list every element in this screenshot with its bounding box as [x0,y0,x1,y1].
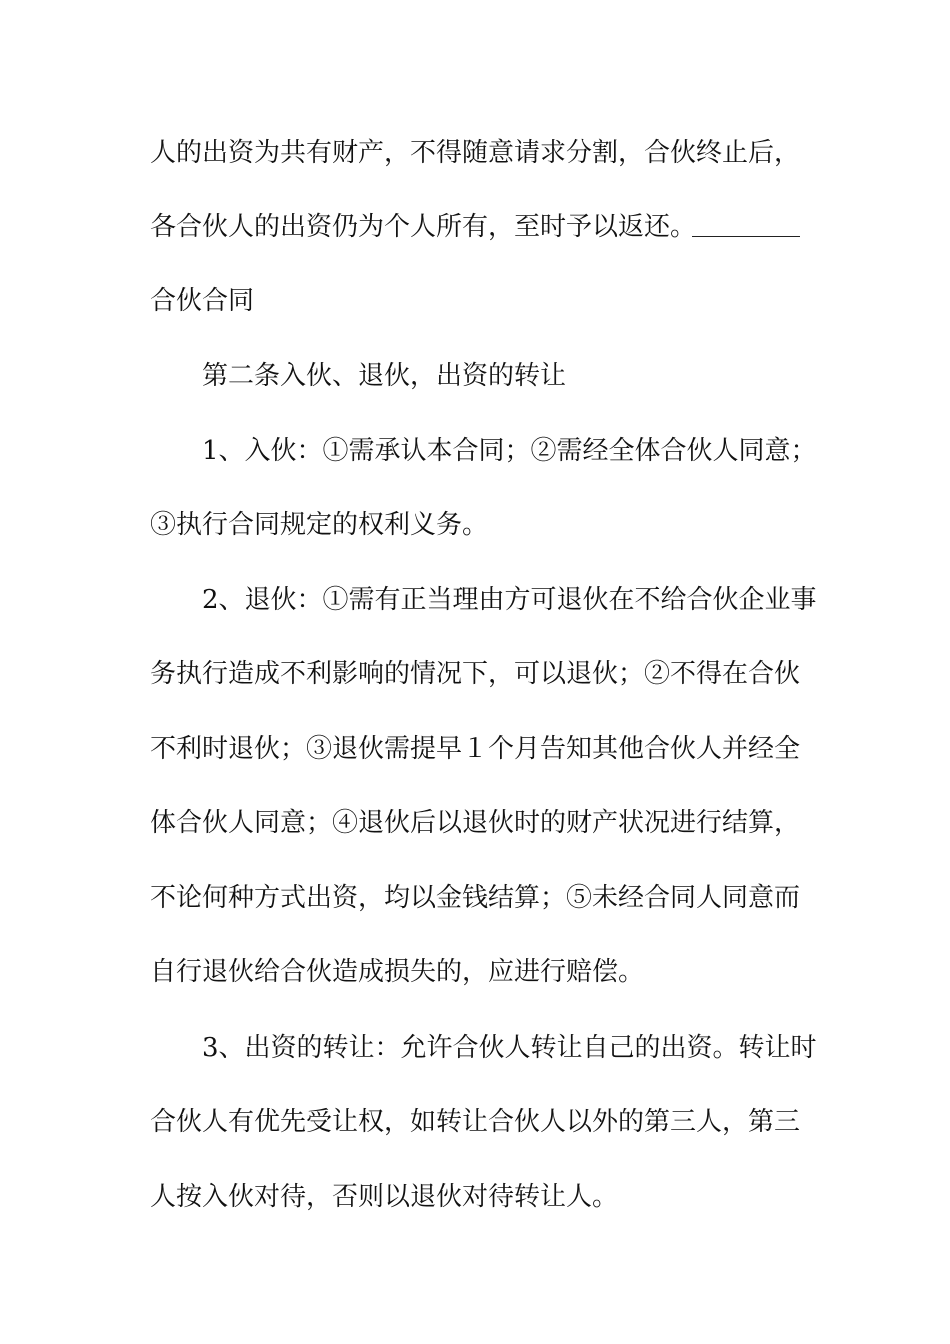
text-line: 1、入伙：①需承认本合同；②需经全体合伙人同意； [202,436,817,466]
text-line: 人的出资为共有财产，不得随意请求分割，合伙终止后， [150,138,801,168]
text-line: 各合伙人的出资仍为个人所有，至时予以返还。 [150,212,697,242]
text-line: 合伙人有优先受让权，如转让合伙人以外的第三人，第三 [150,1107,801,1137]
text-line: 2、退伙：①需有正当理由方可退伙在不给合伙企业事 [202,585,817,615]
text-line: 务执行造成不利影响的情况下，可以退伙；②不得在合伙 [150,659,801,689]
text-line: 自行退伙给合伙造成损失的，应进行赔偿。 [150,957,645,987]
text-line: 人按入伙对待，否则以退伙对待转让人。 [150,1182,619,1212]
text-line: 3、出资的转让：允许合伙人转让自己的出资。转让时 [202,1033,817,1063]
text-line: ③执行合同规定的权利义务。 [150,510,489,540]
text-line: 不论何种方式出资，均以金钱结算；⑤未经合同人同意而 [150,883,801,913]
text-line: 不利时退伙；③退伙需提早１个月告知其他合伙人并经全 [150,734,801,764]
text-line: 体合伙人同意；④退伙后以退伙时的财产状况进行结算， [150,808,801,838]
text-line: 合伙合同 [150,286,255,316]
section-heading: 第二条入伙、退伙，出资的转让 [202,361,567,391]
fill-in-blank [692,236,800,237]
